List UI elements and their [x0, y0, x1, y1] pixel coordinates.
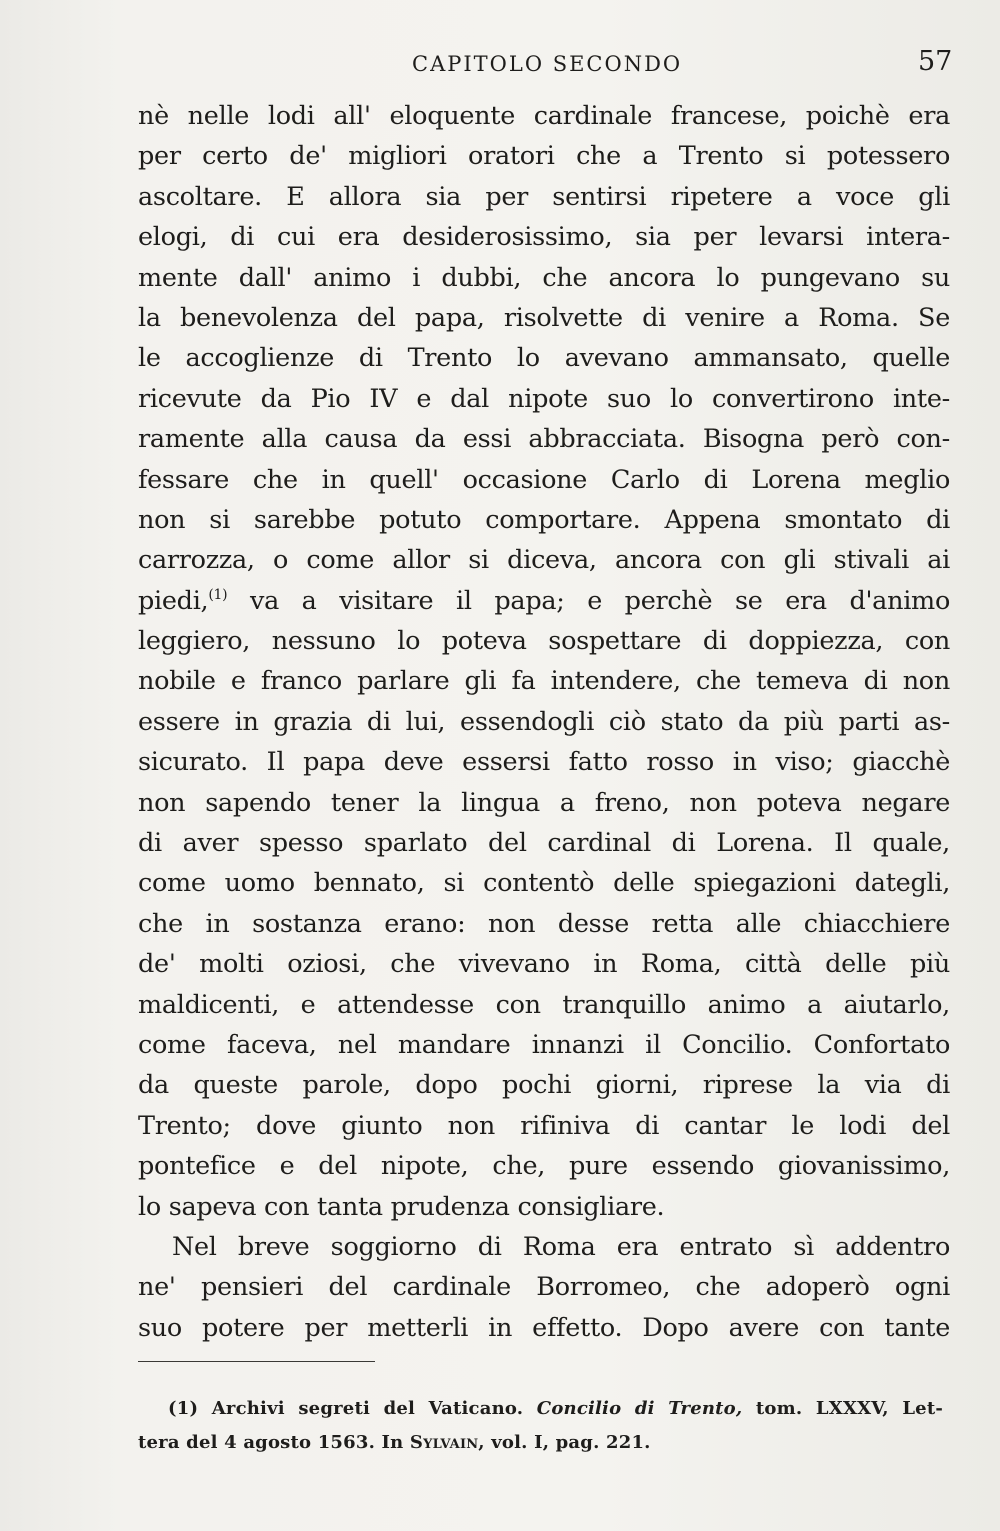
- footnote-title: Concilio di Trento,: [536, 1398, 743, 1419]
- text-line: de' molti oziosi, che vivevano in Roma, città delle più: [138, 949, 950, 980]
- text-line: non si sarebbe potuto comportare. Appena smontato di: [138, 504, 950, 535]
- footnote-separator: [138, 1361, 375, 1362]
- text-line: le accoglienze di Trento lo avevano ammansato, quelle: [138, 343, 950, 374]
- footnote-date: tera del 4 agosto 1563. In: [138, 1432, 404, 1453]
- text-line-with-footnote-ref: [138, 581, 950, 621]
- text-line: ne' pensieri del cardinale Borromeo, che adoperò ogni: [138, 1272, 950, 1303]
- body-text: [138, 96, 950, 1348]
- footnote-line: [168, 1392, 943, 1426]
- text-line: ascoltare. E allora sia per sentirsi ripetere a voce gli: [138, 181, 950, 212]
- text-line: lo sapeva con tanta prudenza consigliare.: [138, 1191, 665, 1222]
- footnote-reference: (1): [208, 586, 228, 603]
- running-head: [0, 44, 1000, 80]
- text-line: la benevolenza del papa, risolvette di venire a Roma. Se: [138, 302, 950, 333]
- running-title: CAPITOLO SECONDO: [412, 52, 683, 76]
- footnote: [138, 1392, 944, 1460]
- footnote-marker: (1): [168, 1398, 199, 1419]
- text-line: da queste parole, dopo pochi giorni, riprese la via di: [138, 1070, 950, 1101]
- text-line: nobile e franco parlare gli fa intendere, che temeva di non: [138, 666, 950, 697]
- text-line: maldicenti, e attendesse con tranquillo animo a aiutarlo,: [138, 989, 950, 1020]
- text-line: ramente alla causa da essi abbracciata. Bisogna però con-: [138, 424, 950, 455]
- footnote-line: [138, 1426, 943, 1460]
- footnote-volume: vol. I, pag. 221.: [491, 1432, 651, 1453]
- text-line: per certo de' migliori oratori che a Trento si potessero: [138, 141, 950, 172]
- text-line: leggiero, nessuno lo poteva sospettare di doppiezza, con: [138, 626, 950, 657]
- text-line: suo potere per metterli in effetto. Dopo avere con tante: [138, 1312, 950, 1343]
- text-line: essere in grazia di lui, essendogli ciò stato da più parti as-: [138, 706, 950, 737]
- footnote-author: Sylvain,: [409, 1432, 485, 1453]
- text-line: elogi, di cui era desiderosissimo, sia per levarsi intera-: [138, 222, 950, 253]
- text-line: che in sostanza erano: non desse retta alle chiacchiere: [138, 908, 950, 939]
- text-line: come uomo bennato, si contentò delle spiegazioni dategli,: [138, 868, 950, 899]
- text-line: di aver spesso sparlato del cardinal di Lorena. Il quale,: [138, 828, 950, 859]
- text-line: fessare che in quell' occasione Carlo di Lorena meglio: [138, 464, 950, 495]
- text-line: Trento; dove giunto non rifiniva di cantar le lodi del: [138, 1110, 950, 1141]
- footnote-tome: tom. LXXXV, Let-: [755, 1398, 944, 1419]
- text-line: come faceva, nel mandare innanzi il Concilio. Confortato: [138, 1029, 950, 1060]
- text-line: carrozza, o come allor si diceva, ancora con gli stivali ai: [138, 545, 950, 576]
- page-number: 57: [918, 46, 953, 77]
- footnote-source: Archivi segreti del Vaticano.: [211, 1398, 524, 1419]
- text-line: mente dall' animo i dubbi, che ancora lo pungevano su: [138, 262, 950, 293]
- text-line: sicurato. Il papa deve essersi fatto rosso in viso; giacchè: [138, 747, 950, 778]
- text-line: non sapendo tener la lingua a freno, non poteva negare: [138, 787, 950, 818]
- text-fragment: piedi,: [138, 585, 209, 616]
- text-line: ricevute da Pio IV e dal nipote suo lo convertirono inte-: [138, 383, 950, 414]
- text-line: pontefice e del nipote, che, pure essendo giovanissimo,: [138, 1151, 950, 1182]
- paragraph-start-line: Nel breve soggiorno di Roma era entrato sì addentro: [172, 1231, 950, 1262]
- text-line: nè nelle lodi all' eloquente cardinale francese, poichè era: [138, 101, 950, 131]
- text-fragment: va a visitare il papa; e perchè se era d'animo: [227, 585, 950, 616]
